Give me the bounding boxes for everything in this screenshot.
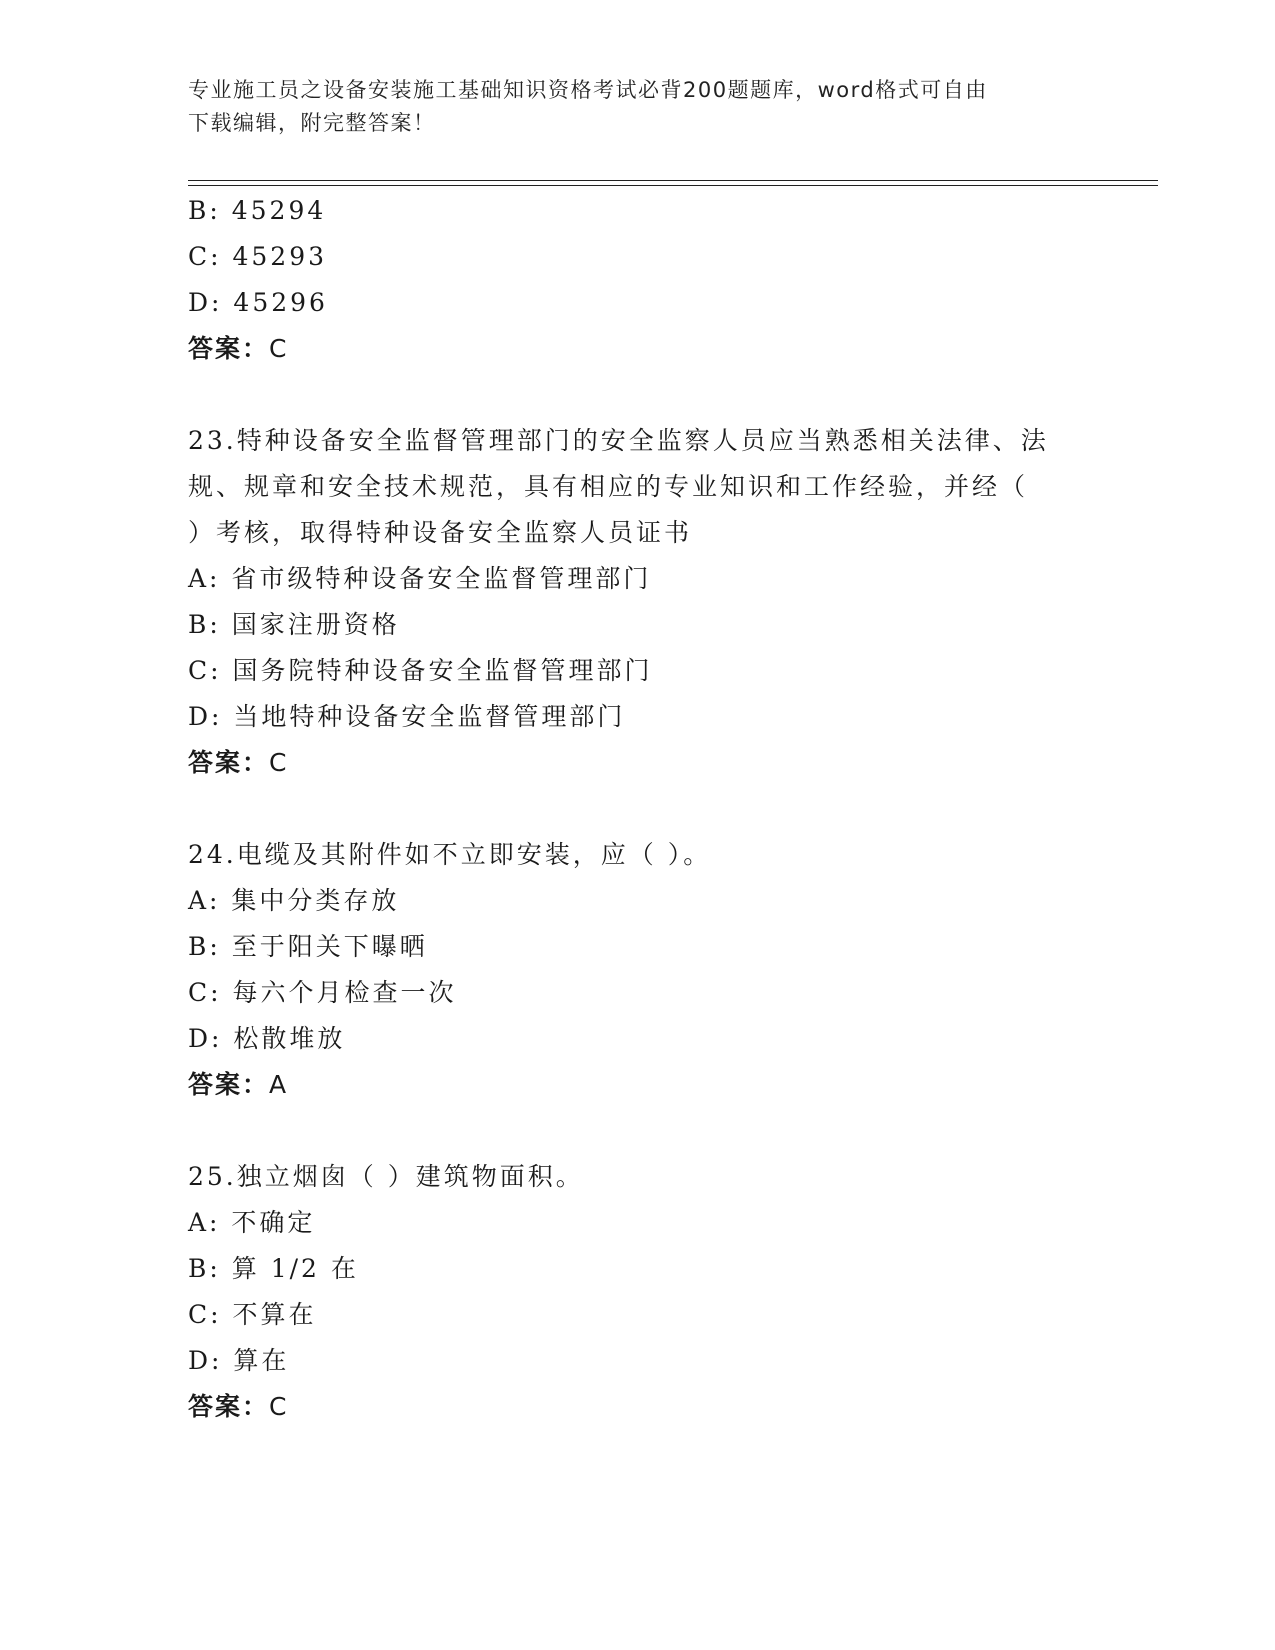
option-b: B: 算 1/2 在 xyxy=(188,1254,359,1283)
header-line-1: 专业施工员之设备安装施工基础知识资格考试必背200题题库，word格式可自由 xyxy=(188,78,988,102)
answer-value: C xyxy=(269,334,288,363)
option-c: C: 45293 xyxy=(188,242,328,271)
answer-value: A xyxy=(269,1070,288,1099)
option-d: D: 当地特种设备安全监督管理部门 xyxy=(188,702,626,731)
option-c: C: 不算在 xyxy=(188,1300,317,1329)
option-a: A: 省市级特种设备安全监督管理部门 xyxy=(188,564,652,593)
answer-value: C xyxy=(269,748,288,777)
question-stem-line: 24.电缆及其附件如不立即安装，应（ ）。 xyxy=(188,840,712,869)
header-line-2: 下载编辑，附完整答案！ xyxy=(188,111,436,135)
answer-label: 答案： xyxy=(188,748,270,777)
answer-line xyxy=(188,1062,1088,1108)
question-25 xyxy=(188,1154,1088,1430)
question-stem-line: ）考核，取得特种设备安全监察人员证书 xyxy=(188,518,693,547)
header-divider-top xyxy=(188,180,1158,181)
answer-label: 答案： xyxy=(188,1392,270,1421)
question-stem-line: 23.特种设备安全监督管理部门的安全监察人员应当熟悉相关法律、法 xyxy=(188,426,1049,455)
question-stem-line: 规、规章和安全技术规范，具有相应的专业知识和工作经验，并经（ xyxy=(188,472,1029,501)
document-header xyxy=(188,74,1088,140)
option-b: B: 45294 xyxy=(188,196,327,225)
question-24 xyxy=(188,832,1088,1108)
question-22-partial xyxy=(188,188,1088,372)
option-a: A: 不确定 xyxy=(188,1208,316,1237)
question-stem-line: 25.独立烟囱（ ）建筑物面积。 xyxy=(188,1162,584,1191)
answer-label: 答案： xyxy=(188,1070,270,1099)
option-b: B: 国家注册资格 xyxy=(188,610,400,639)
answer-line xyxy=(188,1384,1088,1430)
header-divider-bottom xyxy=(188,185,1158,186)
answer-line xyxy=(188,326,1088,372)
option-c: C: 国务院特种设备安全监督管理部门 xyxy=(188,656,653,685)
option-a: A: 集中分类存放 xyxy=(188,886,400,915)
question-23 xyxy=(188,418,1088,786)
option-d: D: 45296 xyxy=(188,288,328,317)
answer-value: C xyxy=(269,1392,288,1421)
option-d: D: 松散堆放 xyxy=(188,1024,346,1053)
option-b: B: 至于阳关下曝晒 xyxy=(188,932,428,961)
answer-label: 答案： xyxy=(188,334,270,363)
answer-line xyxy=(188,740,1088,786)
question-list xyxy=(188,188,1088,1430)
option-d: D: 算在 xyxy=(188,1346,290,1375)
option-c: C: 每六个月检查一次 xyxy=(188,978,457,1007)
